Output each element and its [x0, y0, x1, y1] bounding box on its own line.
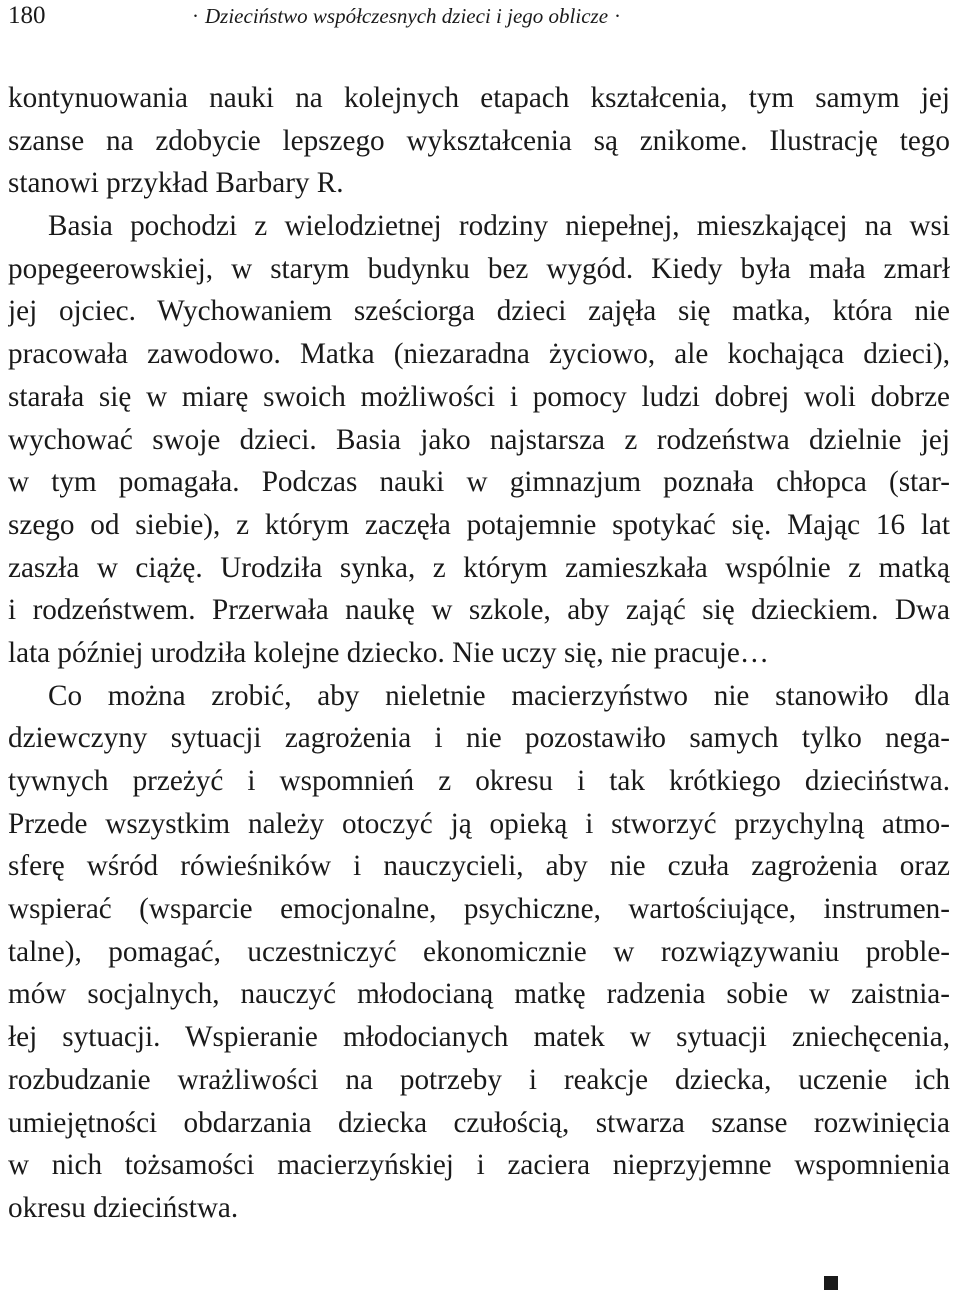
- page-header: [8, 2, 940, 32]
- text-line: starała się w miarę swoich możliwości i pomocy ludzi dobrej woli dobrze: [8, 380, 950, 413]
- text-line: łej sytuacji. Wspieranie młodocianych matek w sytuacji zniechęcenia,: [8, 1021, 950, 1054]
- title-separator-left: ·: [192, 4, 199, 28]
- text-line: jej ojciec. Wychowaniem sześciorga dzieci zajęła się matka, która nie: [8, 295, 950, 328]
- text-line: Przede wszystkim należy otoczyć ją opieką i stworzyć przychylną atmo-: [8, 807, 950, 840]
- text-line: dziewczyny sytuacji zagrożenia i nie pozostawiło samych tylko nega-: [8, 722, 950, 755]
- text-line: Co można zrobić, aby nieletnie macierzyństwo nie stanowiło dla: [48, 679, 950, 712]
- body-text: [8, 77, 950, 1230]
- text-line: rozbudzanie wrażliwości na potrzeby i reakcje dziecka, uczenie ich: [8, 1063, 950, 1096]
- text-line: w nich tożsamości macierzyńskiej i zaciera nieprzyjemne wspomnienia: [8, 1149, 950, 1182]
- text-line: wychować swoje dzieci. Basia jako najstarsza z rodzeństwa dzielnie jej: [8, 423, 950, 456]
- text-line: wspierać (wsparcie emocjonalne, psychiczne, wartościujące, instrumen-: [8, 893, 950, 926]
- text-line: umiejętności obdarzania dziecka czułością, stwarza szanse rozwinięcia: [8, 1106, 950, 1139]
- running-title: Dzieciństwo współczesnych dzieci i jego oblicze: [205, 4, 609, 28]
- text-line: okresu dzieciństwa.: [8, 1191, 239, 1224]
- text-line: sferę wśród rówieśników i nauczycieli, aby nie czuła zagrożenia oraz: [8, 850, 950, 883]
- text-line: talne), pomagać, uczestniczyć ekonomicznie w rozwiązywaniu proble-: [8, 935, 950, 968]
- text-line: popegeerowskiej, w starym budynku bez wygód. Kiedy była mała zmarł: [8, 252, 950, 285]
- text-line: stanowi przykład Barbary R.: [8, 167, 344, 200]
- running-title-block: [186, 4, 627, 29]
- text-line: kontynuowania nauki na kolejnych etapach kształcenia, tym samym jej: [8, 82, 950, 114]
- text-line: pracowała zawodowo. Matka (niezaradna życiowo, ale kochająca dzieci),: [8, 338, 950, 371]
- text-line: zaszła w ciążę. Urodziła synka, z którym zamieszkała wspólnie z matką: [8, 551, 950, 584]
- text-line: szanse na zdobycie lepszego wykształcenia są znikome. Ilustrację tego: [8, 124, 950, 157]
- text-line: i rodzeństwem. Przerwała naukę w szkole, aby zająć się dzieckiem. Dwa: [8, 594, 950, 627]
- paragraph-2: [8, 205, 950, 675]
- text-line: w tym pomagała. Podczas nauki w gimnazjum poznała chłopca (star-: [8, 466, 950, 499]
- paragraph-1: [8, 77, 950, 205]
- end-of-section-square-icon: [824, 1276, 838, 1290]
- paragraph-3: [8, 675, 950, 1230]
- text-line: szego od siebie), z którym zaczęła potajemnie spotykać się. Mając 16 lat: [8, 508, 950, 541]
- text-line: tywnych przeżyć i wspomnień z okresu i tak krótkiego dzieciństwa.: [8, 765, 950, 797]
- text-line: lata później urodziła kolejne dziecko. Nie uczy się, nie pracuje…: [8, 636, 769, 669]
- title-separator-right: ·: [614, 4, 622, 28]
- page-number: 180: [8, 2, 46, 29]
- text-line: mów socjalnych, nauczyć młodocianą matkę radzenia sobie w zaistnia-: [8, 978, 950, 1011]
- text-line: Basia pochodzi z wielodzietnej rodziny niepełnej, mieszkającej na wsi: [48, 210, 950, 243]
